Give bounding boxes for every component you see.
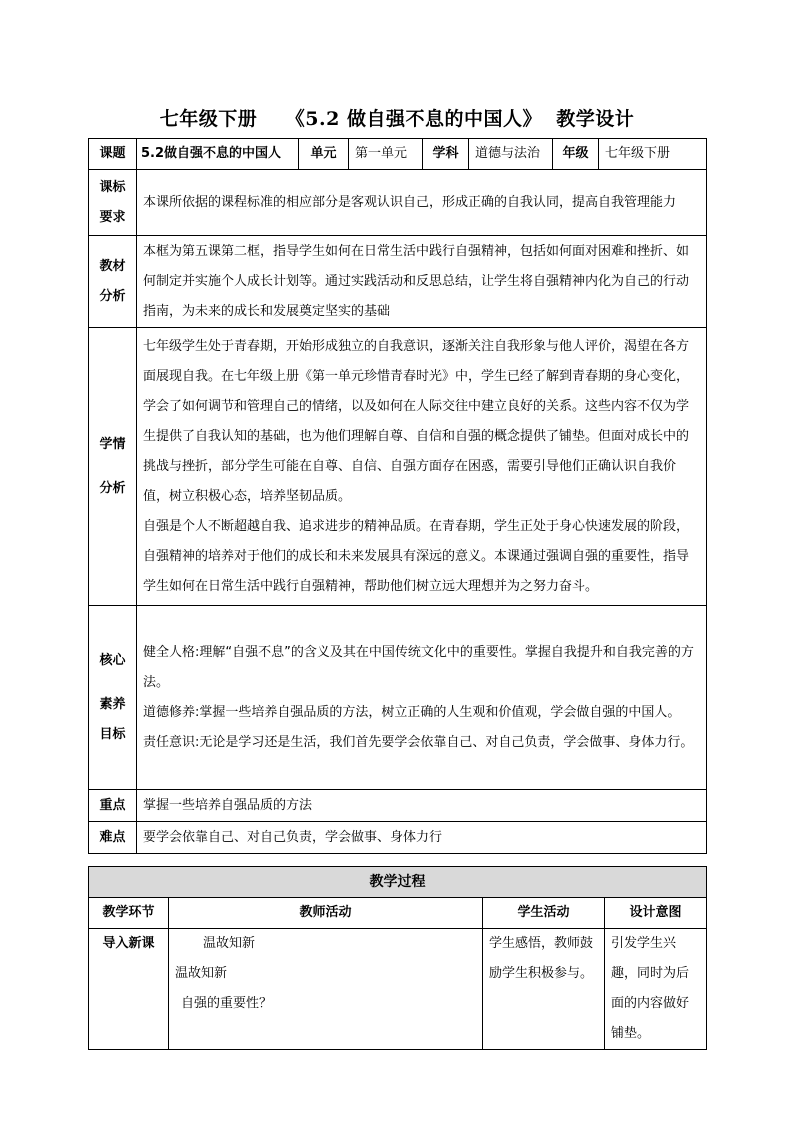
difficulty-text: 要学会依靠自己、对自己负责，学会做事、身体力行	[137, 822, 707, 854]
subject-label: 学科	[423, 139, 469, 170]
document-title	[0, 104, 794, 131]
col-teacher-header: 教师活动	[169, 898, 483, 929]
student-cell: 学生感悟，教师鼓励学生积极参与。	[483, 929, 605, 1050]
intent-cell: 引发学生兴趣，同时为后面的内容做好铺垫。	[605, 929, 707, 1050]
literacy-paragraph-2: 道德修养:掌握一些培养自强品质的方法，树立正确的人生观和价值观，学会做自强的中国人。	[143, 704, 681, 720]
standard-text: 本课所依据的课程标准的相应部分是客观认识自己，形成正确的自我认同，提高自我管理能力	[137, 170, 707, 236]
material-text: 本框为第五课第二框，指导学生如何在日常生活中践行自强精神，包括如何面对困难和挫折、如何制定并实施个人成长计划等。通过实践活动和反思总结，让学生将自强精神内化为自己的行动指南，为未来的成长和发展奠定坚实的基础	[137, 236, 707, 328]
subject-value: 道德与法治	[469, 139, 553, 170]
teacher-line-1: 温故知新	[203, 936, 256, 951]
col-student-header: 学生活动	[483, 898, 605, 929]
process-header: 教学过程	[89, 867, 707, 898]
literacy-paragraph-3: 责任意识:无论是学习还是生活，我们首先要学会依靠自己、对自己负责，学会做事、身体力行。	[143, 734, 694, 750]
unit-label: 单元	[299, 139, 349, 170]
title-grade: 七年级下册	[159, 108, 258, 130]
table-row	[89, 929, 707, 1050]
literacy-paragraph-1: 健全人格:理解“自强不息”的含义及其在中国传统文化中的重要性。掌握自我提升和自我完善的方法。	[143, 644, 694, 690]
grade-label: 年级	[553, 139, 599, 170]
stage-cell: 导入新课	[89, 929, 169, 1050]
literacy-text	[137, 606, 707, 790]
col-intent-header: 设计意图	[605, 898, 707, 929]
teacher-line-3: 自强的重要性？	[181, 996, 273, 1011]
unit-value: 第一单元	[349, 139, 423, 170]
key-point-label: 重点	[89, 790, 137, 822]
teacher-cell	[169, 929, 483, 1050]
learner-text	[137, 328, 707, 606]
grade-value: 七年级下册	[599, 139, 707, 170]
standard-label: 课标 要求	[89, 170, 137, 236]
literacy-label: 核心 素养 目标	[89, 606, 137, 790]
material-label: 教材 分析	[89, 236, 137, 328]
lesson-label: 课题	[89, 139, 137, 170]
learner-paragraph-2: 自强是个人不断超越自我、追求进步的精神品质。在青春期，学生正处于身心快速发展的阶段，自强精神的培养对于他们的成长和未来发展具有深远的意义。本课通过强调自强的重要性，指导学生如何在日常生活中践行自强精神，帮助他们树立远大理想并为之努力奋斗。	[143, 518, 690, 594]
title-design: 教学设计	[556, 108, 635, 130]
key-point-text: 掌握一些培养自强品质的方法	[137, 790, 707, 822]
col-stage-header: 教学环节	[89, 898, 169, 929]
teaching-process-table	[88, 866, 707, 1050]
teacher-line-2: 温故知新	[175, 966, 228, 981]
lesson-value: 5.2做自强不息的中国人	[137, 139, 299, 170]
learner-label: 学情 分析	[89, 328, 137, 606]
difficulty-label: 难点	[89, 822, 137, 854]
title-lesson: 《5.2 做自强不息的中国人》	[285, 108, 542, 130]
lesson-info-table	[88, 138, 707, 854]
learner-paragraph-1: 七年级学生处于青春期，开始形成独立的自我意识，逐渐关注自我形象与他人评价，渴望在各方面展现自我。在七年级上册《第一单元珍惜青春时光》中，学生已经了解到青春期的身心变化，学会了如何调节和管理自己的情绪，以及如何在人际交往中建立良好的关系。这些内容不仅为学生提供了自我认知的基础，也为他们理解自尊、自信和自强的概念提供了铺垫。但面对成长中的挑战与挫折，部分学生可能在自尊、自信、自强方面存在困惑，需要引导他们正确认识自我价值，树立积极心态，培养坚韧品质。	[143, 338, 690, 504]
